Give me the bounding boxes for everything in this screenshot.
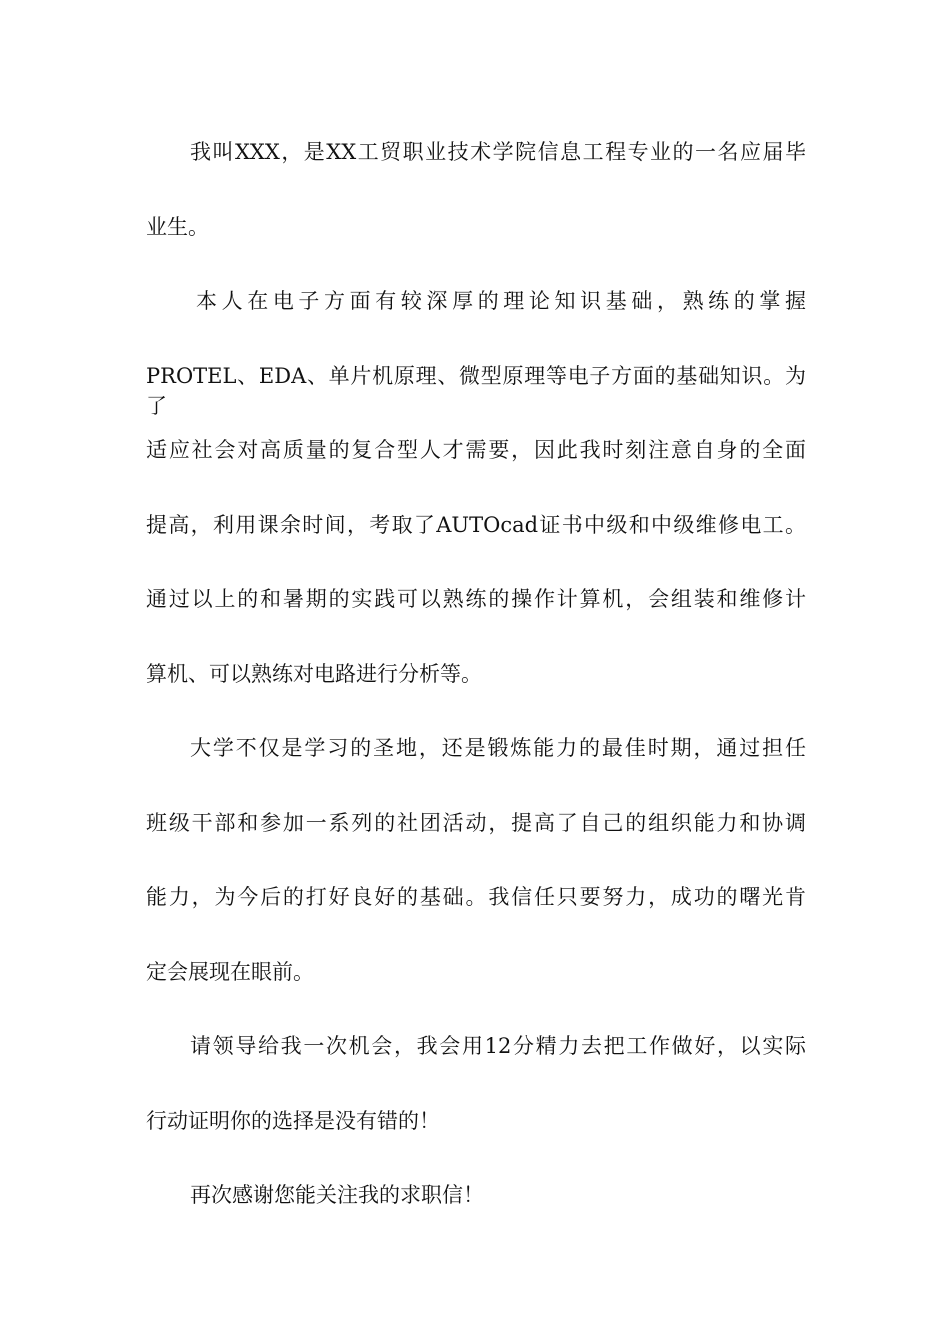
paragraph-2-line-4: 提高，利用课余时间，考取了AUTOcad证书中级和中级维修电工。 bbox=[146, 513, 806, 537]
paragraph-2-line-5: 通过以上的和暑期的实践可以熟练的操作计算机，会组装和维修计 bbox=[146, 587, 806, 611]
paragraph-2-line-6: 算机、可以熟练对电路进行分析等。 bbox=[146, 662, 482, 686]
paragraph-2-line-1: 本人在电子方面有较深厚的理论知识基础，熟练的掌握 bbox=[196, 289, 806, 313]
paragraph-5-line-1: 再次感谢您能关注我的求职信！ bbox=[190, 1183, 484, 1207]
paragraph-2-line-3: 适应社会对高质量的复合型人才需要，因此我时刻注意自身的全面 bbox=[146, 438, 806, 462]
paragraph-3-line-1: 大学不仅是学习的圣地，还是锻炼能力的最佳时期，通过担任 bbox=[190, 736, 806, 760]
paragraph-2-line-2: PROTEL、EDA、单片机原理、微型原理等电子方面的基础知识。为了 bbox=[146, 364, 806, 418]
paragraph-3-line-4: 定会展现在眼前。 bbox=[146, 960, 314, 984]
paragraph-1-line-2: 业生。 bbox=[146, 215, 209, 239]
paragraph-3-line-3: 能力，为今后的打好良好的基础。我信任只要努力，成功的曙光肯 bbox=[146, 885, 806, 909]
paragraph-1-line-1: 我叫XXX，是XX工贸职业技术学院信息工程专业的一名应届毕 bbox=[190, 140, 806, 164]
paragraph-4-line-1: 请领导给我一次机会，我会用12分精力去把工作做好，以实际 bbox=[190, 1034, 806, 1058]
paragraph-4-line-2: 行动证明你的选择是没有错的！ bbox=[146, 1109, 440, 1133]
paragraph-3-line-2: 班级干部和参加一系列的社团活动，提高了自己的组织能力和协调 bbox=[146, 811, 806, 835]
